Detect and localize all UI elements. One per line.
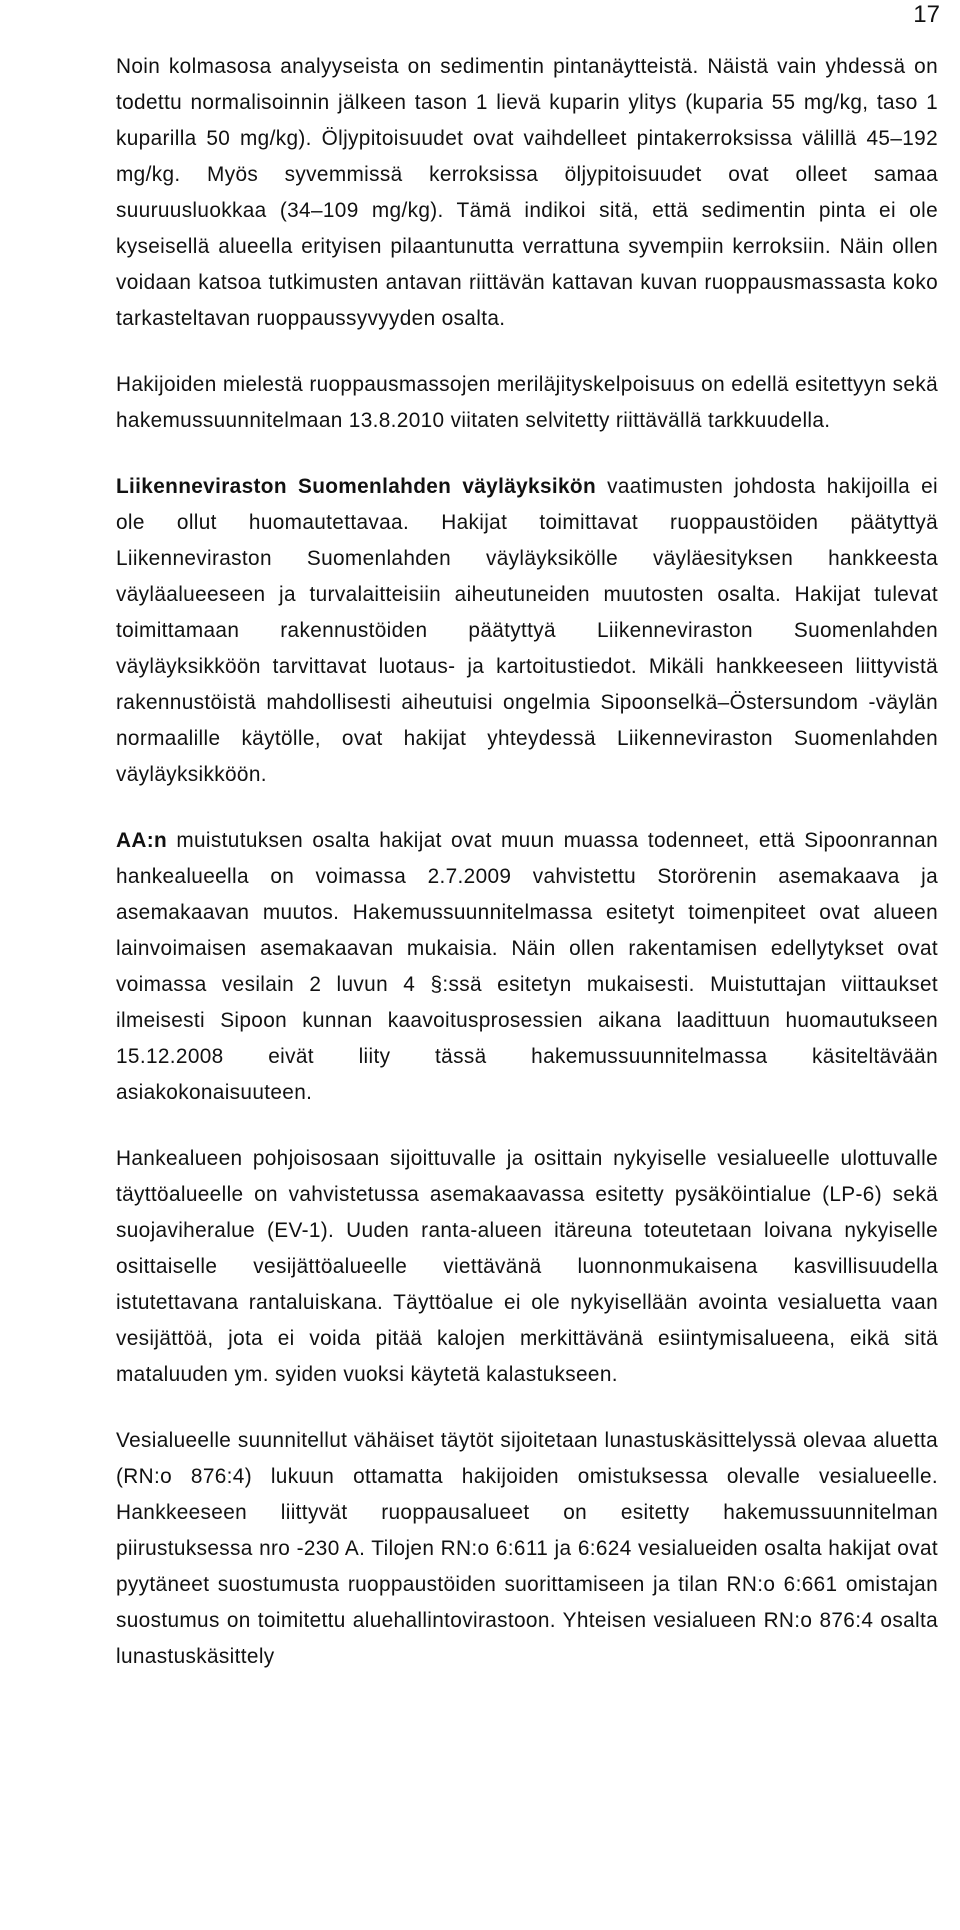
paragraph-text: muistutuksen osalta hakijat ovat muun muassa todenneet, että Sipoonrannan hankealueella on voimassa 2.7.2009 vahvistettu Storörenin asemakaava ja asemakaavan muutos. Hakemussuunnitelmassa esitetyt toimenpiteet ovat alueen lainvoimaisen asemakaavan mukaisia. Näin ollen rakentamisen edellytykset ovat voimassa vesilain 2 luvun 4 §:ssä esitetyn mukaisesti. Muistuttajan viittaukset ilmeisesti Sipoon kunnan kaavoitusprosessien aikana laadittuun huomautukseen 15.12.2008 eivät liity tässä hakemussuunnitelmassa käsiteltävään asiakokonaisuuteen. — [116, 829, 938, 1104]
paragraph-sediment-analysis — [116, 49, 938, 337]
document-body — [116, 49, 938, 1675]
paragraph-water-area — [116, 1423, 938, 1675]
paragraph-aa-reminder — [116, 823, 938, 1111]
paragraph-fill-area — [116, 1141, 938, 1393]
paragraph-disposal-suitability — [116, 367, 938, 439]
paragraph-text: vaatimusten johdosta hakijoilla ei ole ollut huomautettavaa. Hakijat toimittavat ruoppaustöiden päätyttyä Liikenneviraston Suomenlahden väyläyksikölle väyläesityksen hankkeesta väyläalueeseen ja turvalaitteisiin aiheutuneiden muutosten osalta. Hakijat tulevat toimittamaan rakennustöiden päätyttyä Liikenneviraston Suomenlahden väyläyksikköön tarvittavat luotaus- ja kartoitustiedot. Mikäli hankkeeseen liittyvistä rakennustöistä mahdollisesti aiheutuisi ongelmia Sipoonselkä–Östersundom -väylän normaalille käytölle, ovat hakijat yhteydessä Liikenneviraston Suomenlahden väyläyksikköön. — [116, 475, 938, 786]
paragraph-text: Hankealueen pohjoisosaan sijoittuvalle ja osittain nykyiselle vesialueelle ulottuvalle täyttöalueelle on vahvistetussa asemakaavassa esitetty pysäköintialue (LP-6) sekä suojaviheralue (EV-1). Uuden ranta-alueen itäreuna toteutetaan loivana nykyiselle osittaiselle vesijättöalueelle viettävänä luonnonmukaisena kasvillisuudella istutettavana rantaluiskana. Täyttöalue ei ole nykyisellään avointa vesialuetta vaan vesijättöä, jota ei voida pitää kalojen merkittävänä esiintymisalueena, eikä sitä mataluuden ym. syiden vuoksi käytetä kalastukseen. — [116, 1147, 938, 1386]
paragraph-text: Hakijoiden mielestä ruoppausmassojen meriläjityskelpoisuus on edellä esitettyyn sekä hakemussuunnitelmaan 13.8.2010 viitaten selvitetty riittävällä tarkkuudella. — [116, 373, 938, 432]
paragraph-heading: Liikenneviraston Suomenlahden väyläyksikön — [116, 475, 597, 498]
page-number: 17 — [913, 1, 940, 28]
paragraph-text: Noin kolmasosa analyyseista on sedimentin pintanäytteistä. Näistä vain yhdessä on todettu normalisoinnin jälkeen tason 1 lievä kuparin ylitys (kuparia 55 mg/kg, taso 1 kuparilla 50 mg/kg). Öljypitoisuudet ovat vaihdelleet pintakerroksissa välillä 45–192 mg/kg. Myös syvemmissä kerroksissa öljypitoisuudet ovat olleet samaa suuruusluokkaa (34–109 mg/kg). Tämä indikoi sitä, että sedimentin pinta ei ole kyseisellä alueella erityisen pilaantunutta verrattuna syvempiin kerroksiin. Näin ollen voidaan katsoa tutkimusten antavan riittävän kattavan kuvan ruoppausmassasta koko tarkasteltavan ruoppaussyvyyden osalta. — [116, 55, 938, 330]
paragraph-liikennevirasto — [116, 469, 938, 793]
paragraph-heading: AA:n — [116, 829, 168, 852]
paragraph-text: Vesialueelle suunnitellut vähäiset täytöt sijoitetaan lunastuskäsittelyssä olevaa aluetta (RN:o 876:4) lukuun ottamatta hakijoiden omistuksessa olevalle vesialueelle. Hankkeeseen liittyvät ruoppausalueet on esitetty hakemussuunnitelman piirustuksessa nro -230 A. Tilojen RN:o 6:611 ja 6:624 vesialueiden osalta hakijat ovat pyytäneet suostumusta ruoppaustöiden suorittamiseen ja tilan RN:o 6:661 omistajan suostumus on toimitettu aluehallintovirastoon. Yhteisen vesialueen RN:o 876:4 osalta lunastuskäsittely — [116, 1429, 938, 1668]
